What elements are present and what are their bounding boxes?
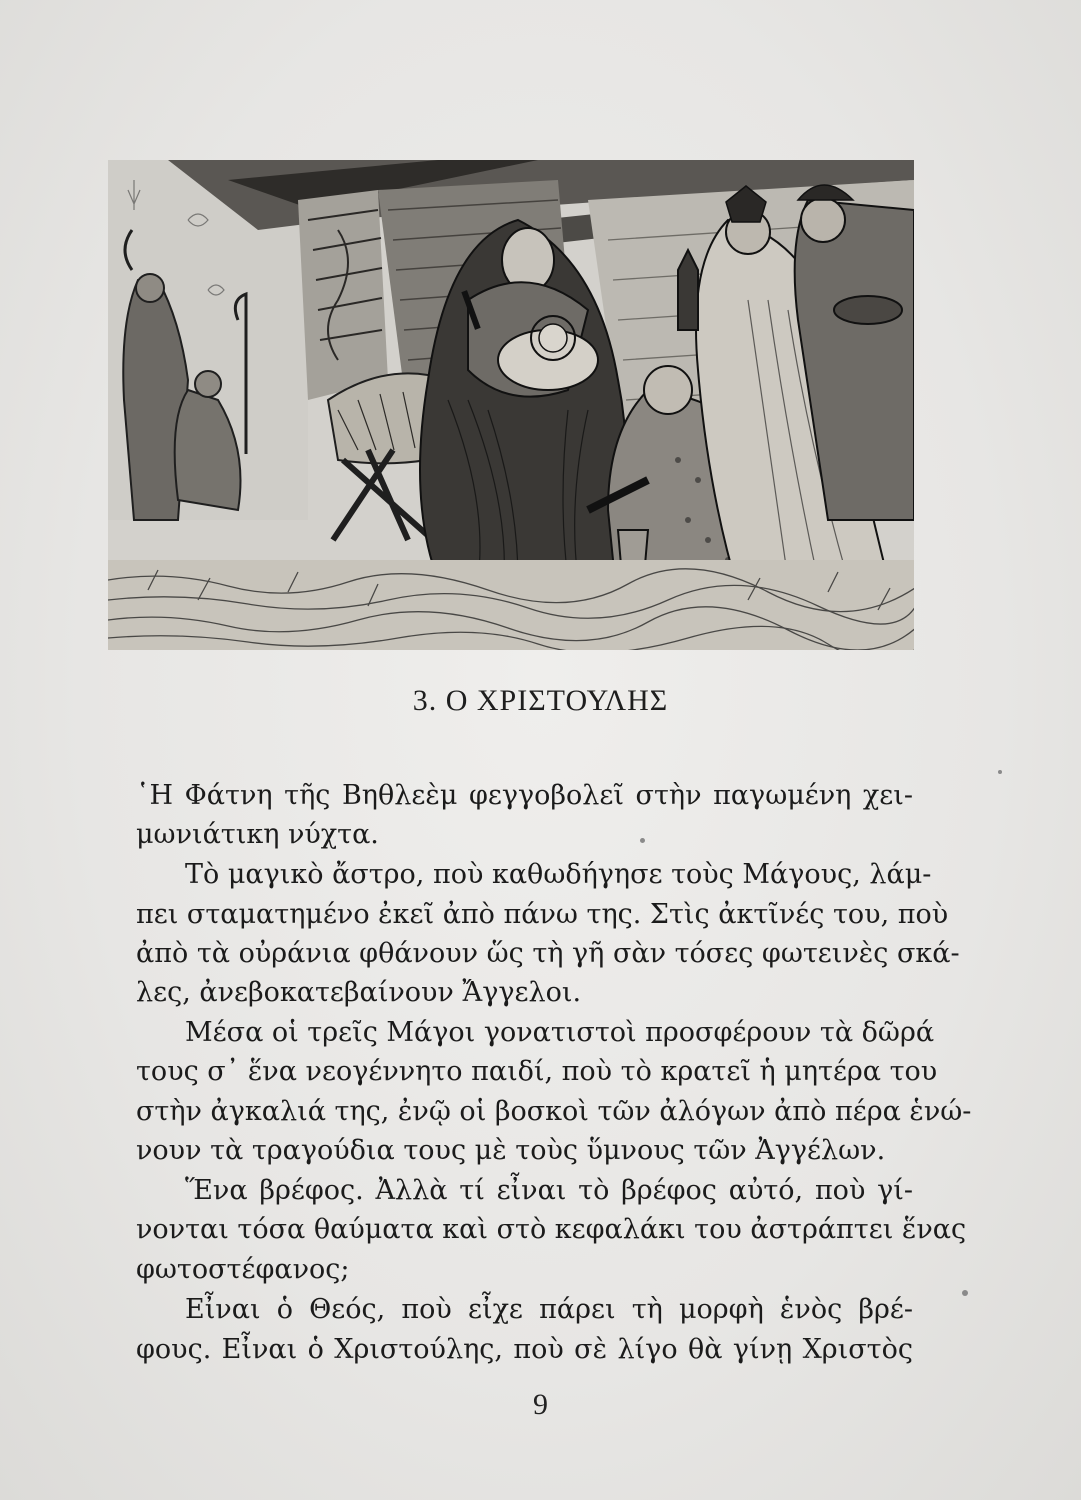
body-text-line: νουν τὰ τραγούδια τους μὲ τοὺς ὕμνους τῶν Ἀγγέλων.: [136, 1135, 886, 1166]
body-text-line: μωνιάτικη νύχτα.: [136, 819, 379, 850]
body-text-line: φους. Εἶναι ὁ Χριστούλης, ποὺ σὲ λίγο θὰ γίνῃ Χριστὸς: [136, 1334, 913, 1365]
nativity-engraving: [108, 160, 914, 650]
body-text-line: Εἶναι ὁ Θεός, ποὺ εἶχε πάρει τὴ μορφὴ ἑνὸς βρέ-: [185, 1294, 913, 1325]
body-text-line: τους σ᾽ ἕνα νεογέννητο παιδί, ποὺ τὸ κρατεῖ ἡ μητέρα του: [136, 1056, 938, 1087]
body-text-line: φωτοστέφανος;: [136, 1254, 350, 1285]
print-speck: [998, 770, 1002, 774]
body-text-line: λες, ἀνεβοκατεβαίνουν Ἄγγελοι.: [136, 977, 582, 1008]
body-text-line: Μέσα οἱ τρεῖς Μάγοι γονατιστοὶ προσφέρουν τὰ δῶρά: [185, 1017, 935, 1048]
nativity-illustration: [108, 160, 914, 650]
body-text-line: νονται τόσα θαύματα καὶ στὸ κεφαλάκι του ἀστράπτει ἕνας: [136, 1214, 967, 1245]
print-speck: [640, 838, 645, 843]
body-text-line: ἀπὸ τὰ οὐράνια φθάνουν ὥς τὴ γῆ σὰν τόσες φωτεινὲς σκά-: [136, 938, 960, 969]
body-text-line: Ἕνα βρέφος. Ἀλλὰ τί εἶναι τὸ βρέφος αὐτό, ποὺ γί-: [185, 1175, 913, 1206]
body-text-line: στὴν ἀγκαλιά της, ἐνῷ οἱ βοσκοὶ τῶν ἀλόγων ἀπὸ πέρα ἑνώ-: [136, 1096, 972, 1127]
print-speck: [962, 1290, 968, 1296]
body-text-line: Τὸ μαγικὸ ἄστρο, ποὺ καθωδήγησε τοὺς Μάγους, λάμ-: [185, 859, 932, 890]
body-text-line: πει σταματημένο ἐκεῖ ἀπὸ πάνω της. Στὶς ἀκτῖνές του, ποὺ: [136, 899, 949, 930]
page-number: 9: [533, 1388, 548, 1421]
body-text-line: ῾Η Φάτνη τῆς Βηθλεὲμ φεγγοβολεῖ στὴν παγωμένη χει-: [136, 780, 913, 811]
chapter-title: 3. Ο ΧΡΙΣΤΟΥΛΗΣ: [412, 684, 669, 717]
